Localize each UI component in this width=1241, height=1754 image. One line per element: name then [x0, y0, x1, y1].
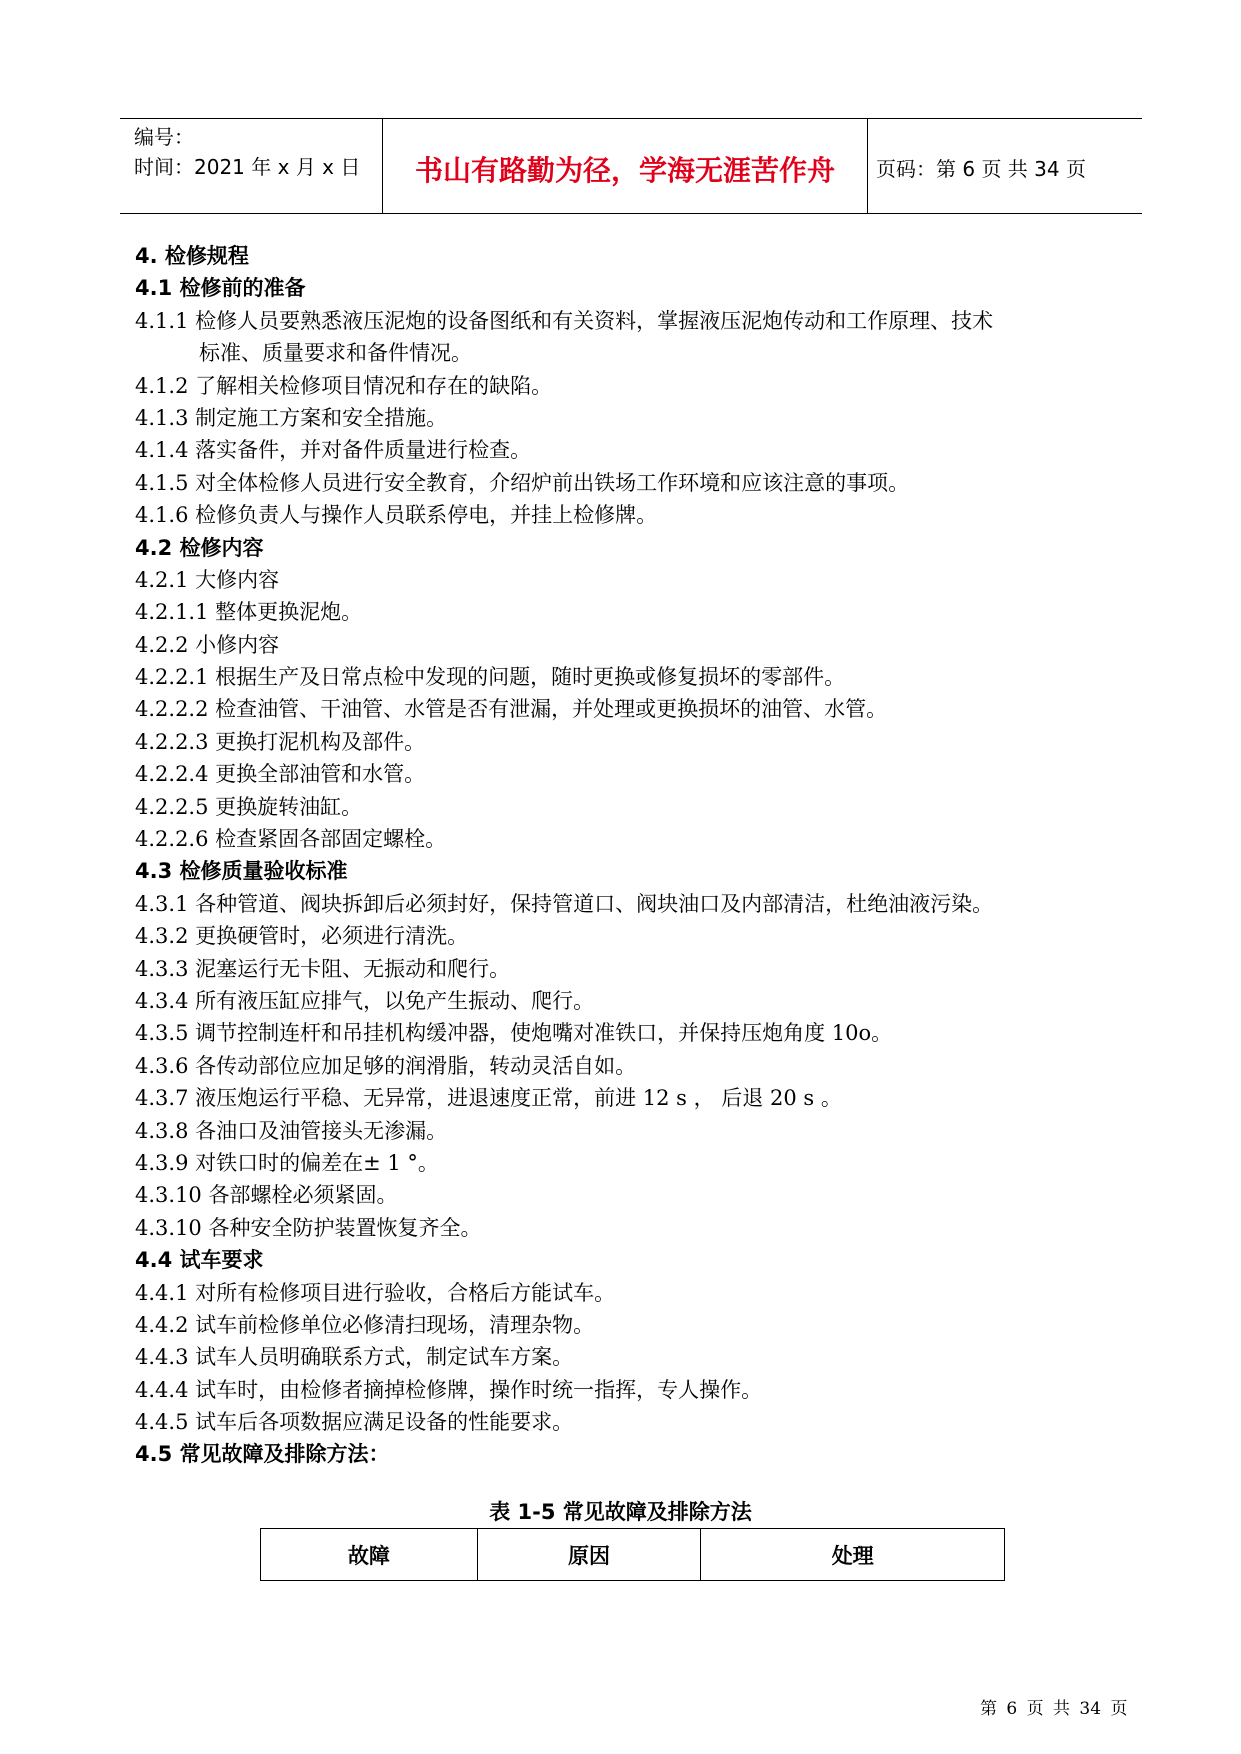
body-line: 4.4.4 试车时，由检修者摘掉检修牌，操作时统一指挥，专人操作。	[135, 1377, 763, 1402]
body-line: 4.3.10 各种安全防护装置恢复齐全。	[135, 1215, 482, 1240]
column-header-remedy: 处理	[701, 1529, 1005, 1581]
body-line: 4.1.1 检修人员要熟悉液压泥炮的设备图纸和有关资料，掌握液压泥炮传动和工作原理、技术	[135, 308, 994, 333]
doc-code-label: 编号：	[134, 125, 194, 149]
body-line: 4.4.1 对所有检修项目进行验收，合格后方能试车。	[135, 1280, 616, 1305]
column-header-fault: 故障	[261, 1529, 478, 1581]
section-heading: 4.1 检修前的准备	[135, 276, 306, 301]
fault-table	[260, 1528, 1005, 1581]
body-line: 4.1.4 落实备件，并对备件质量进行检查。	[135, 438, 532, 463]
header-page-info: 页码：第 6 页 共 34 页	[876, 157, 1086, 181]
body-line: 4.3.6 各传动部位应加足够的润滑脂，转动灵活自如。	[135, 1053, 637, 1078]
body-line: 4.4.5 试车后各项数据应满足设备的性能要求。	[135, 1410, 574, 1435]
body-line: 4.3.3 泥塞运行无卡阻、无振动和爬行。	[135, 956, 511, 981]
header-meta-cell	[120, 119, 382, 213]
body-line: 4.3.2 更换硬管时，必须进行清洗。	[135, 924, 469, 949]
page-footer: 第 6 页 共 34 页	[980, 1699, 1128, 1719]
section-heading: 4.5 常见故障及排除方法：	[135, 1442, 390, 1467]
column-header-cause: 原因	[477, 1529, 701, 1581]
table-header-row	[261, 1529, 1005, 1581]
page-header	[120, 118, 1142, 214]
header-motto: 书山有路勤为径，学海无涯苦作舟	[414, 154, 835, 187]
section-heading: 4.3 检修质量验收标准	[135, 859, 348, 884]
document-body	[135, 240, 1135, 1471]
body-line: 4.3.4 所有液压缸应排气，以免产生振动、爬行。	[135, 988, 595, 1013]
body-line: 4.4.2 试车前检修单位必修清扫现场，清理杂物。	[135, 1312, 595, 1337]
body-line: 4.2.1 大修内容	[135, 567, 280, 592]
body-line: 4.1.6 检修负责人与操作人员联系停电，并挂上检修牌。	[135, 503, 658, 528]
body-line: 4.2.1.1 整体更换泥炮。	[135, 600, 363, 625]
body-line: 4.1.3 制定施工方案和安全措施。	[135, 405, 448, 430]
section-heading: 4. 检修规程	[135, 244, 249, 268]
body-line: 4.1.5 对全体检修人员进行安全教育，介绍炉前出铁场工作环境和应该注意的事项。	[135, 470, 910, 495]
body-line: 4.3.8 各油口及油管接头无渗漏。	[135, 1118, 448, 1143]
body-line: 4.2.2.6 检查紧固各部固定螺栓。	[135, 827, 447, 852]
doc-time-label: 时间：2021 年 x 月 x 日	[134, 155, 361, 179]
body-line: 4.3.9 对铁口时的偏差在± 1 °。	[135, 1150, 439, 1175]
body-line: 4.2.2.3 更换打泥机构及部件。	[135, 729, 426, 754]
section-heading: 4.2 检修内容	[135, 535, 264, 560]
body-line: 4.3.10 各部螺栓必须紧固。	[135, 1183, 398, 1208]
body-line: 4.3.1 各种管道、阀块拆卸后必须封好，保持管道口、阀块油口及内部清洁，杜绝油液污染。	[135, 891, 994, 916]
body-line: 4.2.2.2 检查油管、干油管、水管是否有泄漏，并处理或更换损坏的油管、水管。	[135, 697, 888, 722]
header-motto-cell	[382, 119, 868, 213]
body-line: 4.2.2.4 更换全部油管和水管。	[135, 762, 426, 787]
body-line: 4.2.2.5 更换旋转油缸。	[135, 794, 363, 819]
section-heading: 4.4 试车要求	[135, 1248, 264, 1273]
body-line: 4.1.2 了解相关检修项目情况和存在的缺陷。	[135, 373, 553, 398]
body-line: 4.2.2.1 根据生产及日常点检中发现的问题，随时更换或修复损坏的零部件。	[135, 665, 846, 690]
body-line: 4.3.7 液压炮运行平稳、无异常，进退速度正常，前进 12 s ， 后退 20 s 。	[135, 1086, 842, 1111]
table-caption: 表 1-5 常见故障及排除方法	[489, 1500, 752, 1524]
body-line: 4.2.2 小修内容	[135, 632, 280, 657]
header-page-cell	[868, 119, 1142, 213]
body-line: 4.4.3 试车人员明确联系方式，制定试车方案。	[135, 1345, 574, 1370]
body-line: 4.3.5 调节控制连杆和吊挂机构缓冲器，使炮嘴对准铁口，并保持压炮角度 10o。	[135, 1021, 893, 1046]
body-line: 标准、质量要求和备件情况。	[199, 341, 472, 366]
